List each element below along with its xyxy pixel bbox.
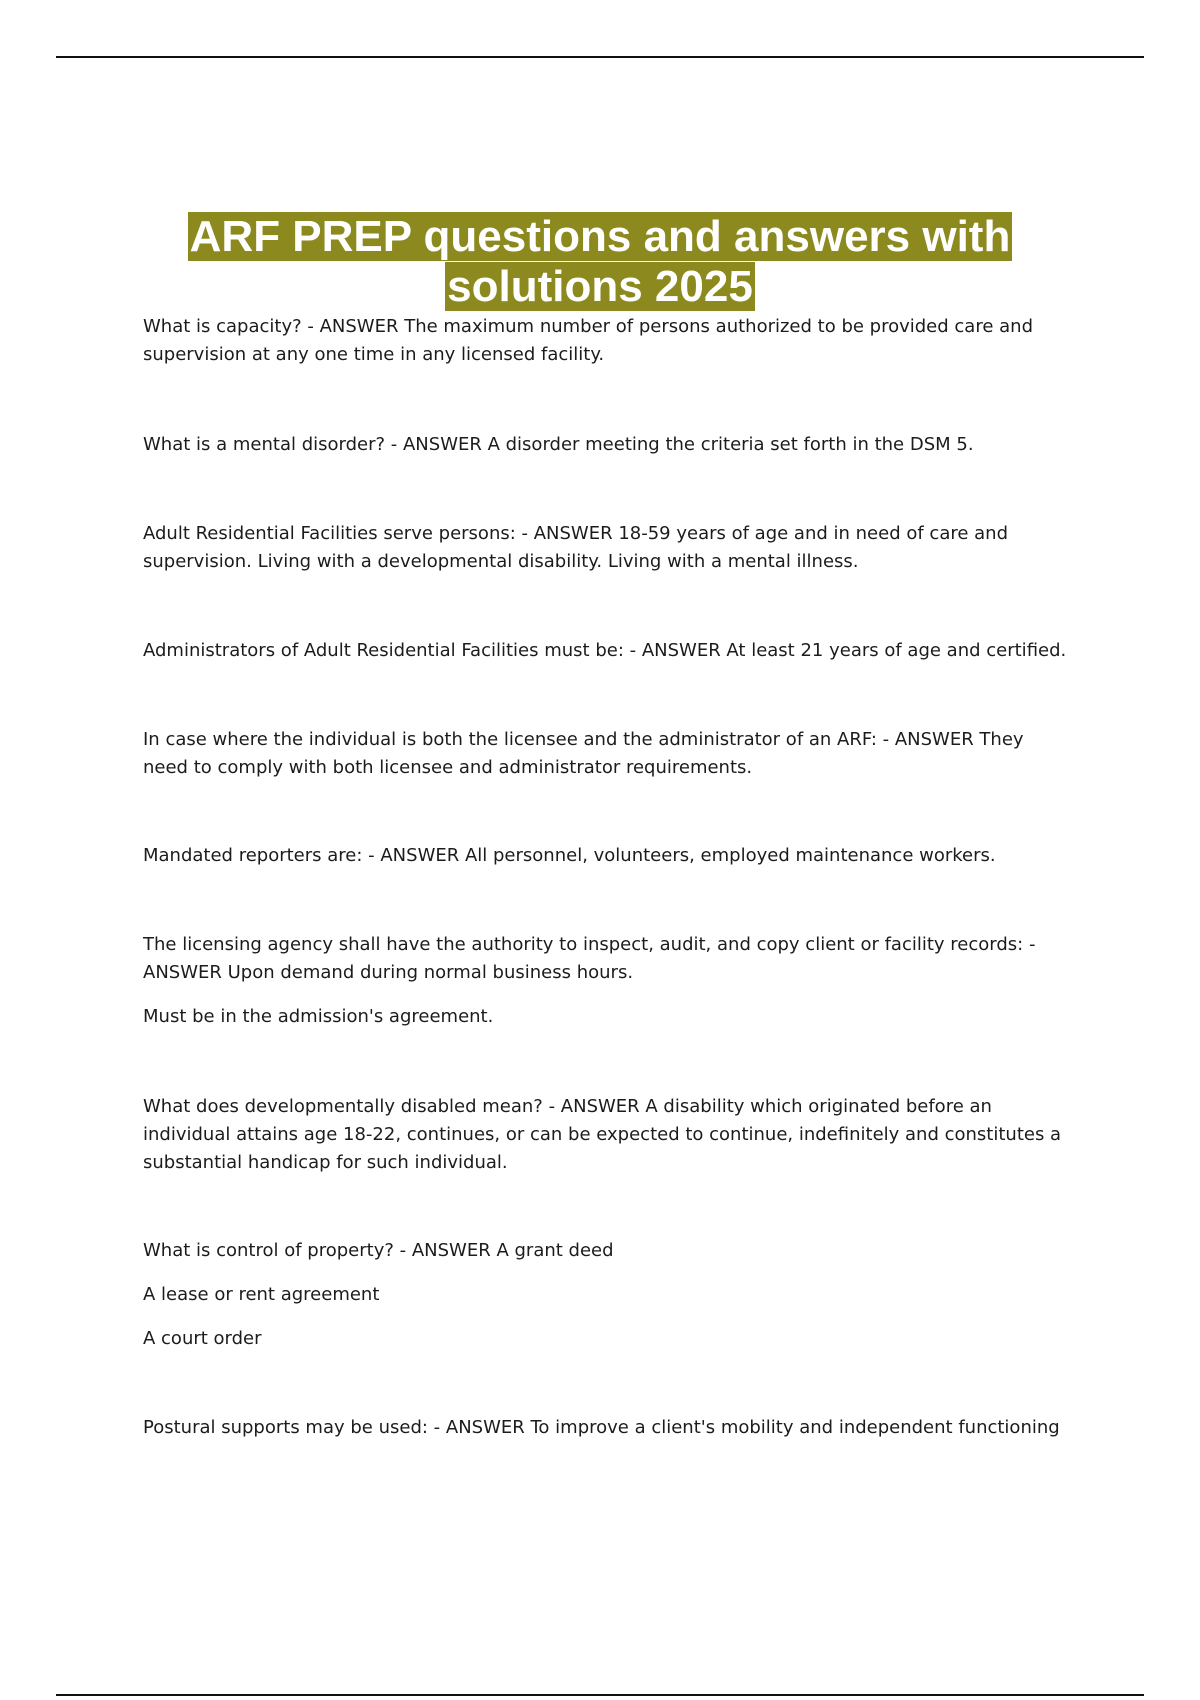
title-line-2: solutions 2025 bbox=[447, 262, 753, 311]
qa-item-capacity bbox=[143, 313, 1073, 369]
title-line-1: ARF PREP questions and answers with bbox=[189, 212, 1011, 261]
qa-item-licensee-admin bbox=[143, 726, 1073, 782]
qa-item-mental-disorder bbox=[143, 431, 1073, 459]
qa-text: Administrators of Adult Residential Facilities must be: - ANSWER At least 21 years of age and certified. bbox=[143, 640, 1067, 661]
qa-text: The licensing agency shall have the authority to inspect, audit, and copy client or facility records: - ANSWER Upon demand during normal business hours. bbox=[143, 934, 1036, 983]
qa-item-mandated-reporters bbox=[143, 842, 1073, 870]
qa-text: In case where the individual is both the licensee and the administrator of an ARF: - ANSWER They need to comply with both licensee and administrator requirements. bbox=[143, 729, 1024, 778]
qa-text: Mandated reporters are: - ANSWER All personnel, volunteers, employed maintenance workers. bbox=[143, 845, 996, 866]
qa-text: What is a mental disorder? - ANSWER A disorder meeting the criteria set forth in the DSM 5. bbox=[143, 434, 974, 455]
qa-extra: Must be in the admission's agreement. bbox=[143, 1006, 494, 1027]
qa-item-arf-serve bbox=[143, 520, 1073, 576]
qa-text: What does developmentally disabled mean? - ANSWER A disability which originated before an individual attains age 18-22, continues, or can be expected to continue, indefinitely and constitutes a substantial handicap for such individual. bbox=[143, 1096, 1062, 1173]
qa-item-administrators bbox=[143, 637, 1073, 665]
qa-text: What is capacity? - ANSWER The maximum number of persons authorized to be provided care and supervision at any one time in any licensed facility. bbox=[143, 316, 1033, 365]
qa-item-postural-supports bbox=[143, 1414, 1073, 1442]
bottom-rule bbox=[56, 1694, 1144, 1696]
document-title bbox=[0, 212, 1200, 312]
top-rule bbox=[56, 56, 1144, 58]
qa-text: What is control of property? - ANSWER A grant deed bbox=[143, 1240, 614, 1261]
qa-item-control-of-property bbox=[143, 1237, 1073, 1353]
qa-extra: A lease or rent agreement bbox=[143, 1284, 380, 1305]
qa-item-developmentally-disabled bbox=[143, 1093, 1073, 1177]
qa-item-licensing-agency bbox=[143, 931, 1073, 1031]
qa-extra-2: A court order bbox=[143, 1328, 262, 1349]
qa-text: Adult Residential Facilities serve persons: - ANSWER 18-59 years of age and in need of care and supervision. Living with a developmental disability. Living with a mental illness. bbox=[143, 523, 1009, 572]
qa-text: Postural supports may be used: - ANSWER To improve a client's mobility and independent functioning bbox=[143, 1417, 1060, 1438]
